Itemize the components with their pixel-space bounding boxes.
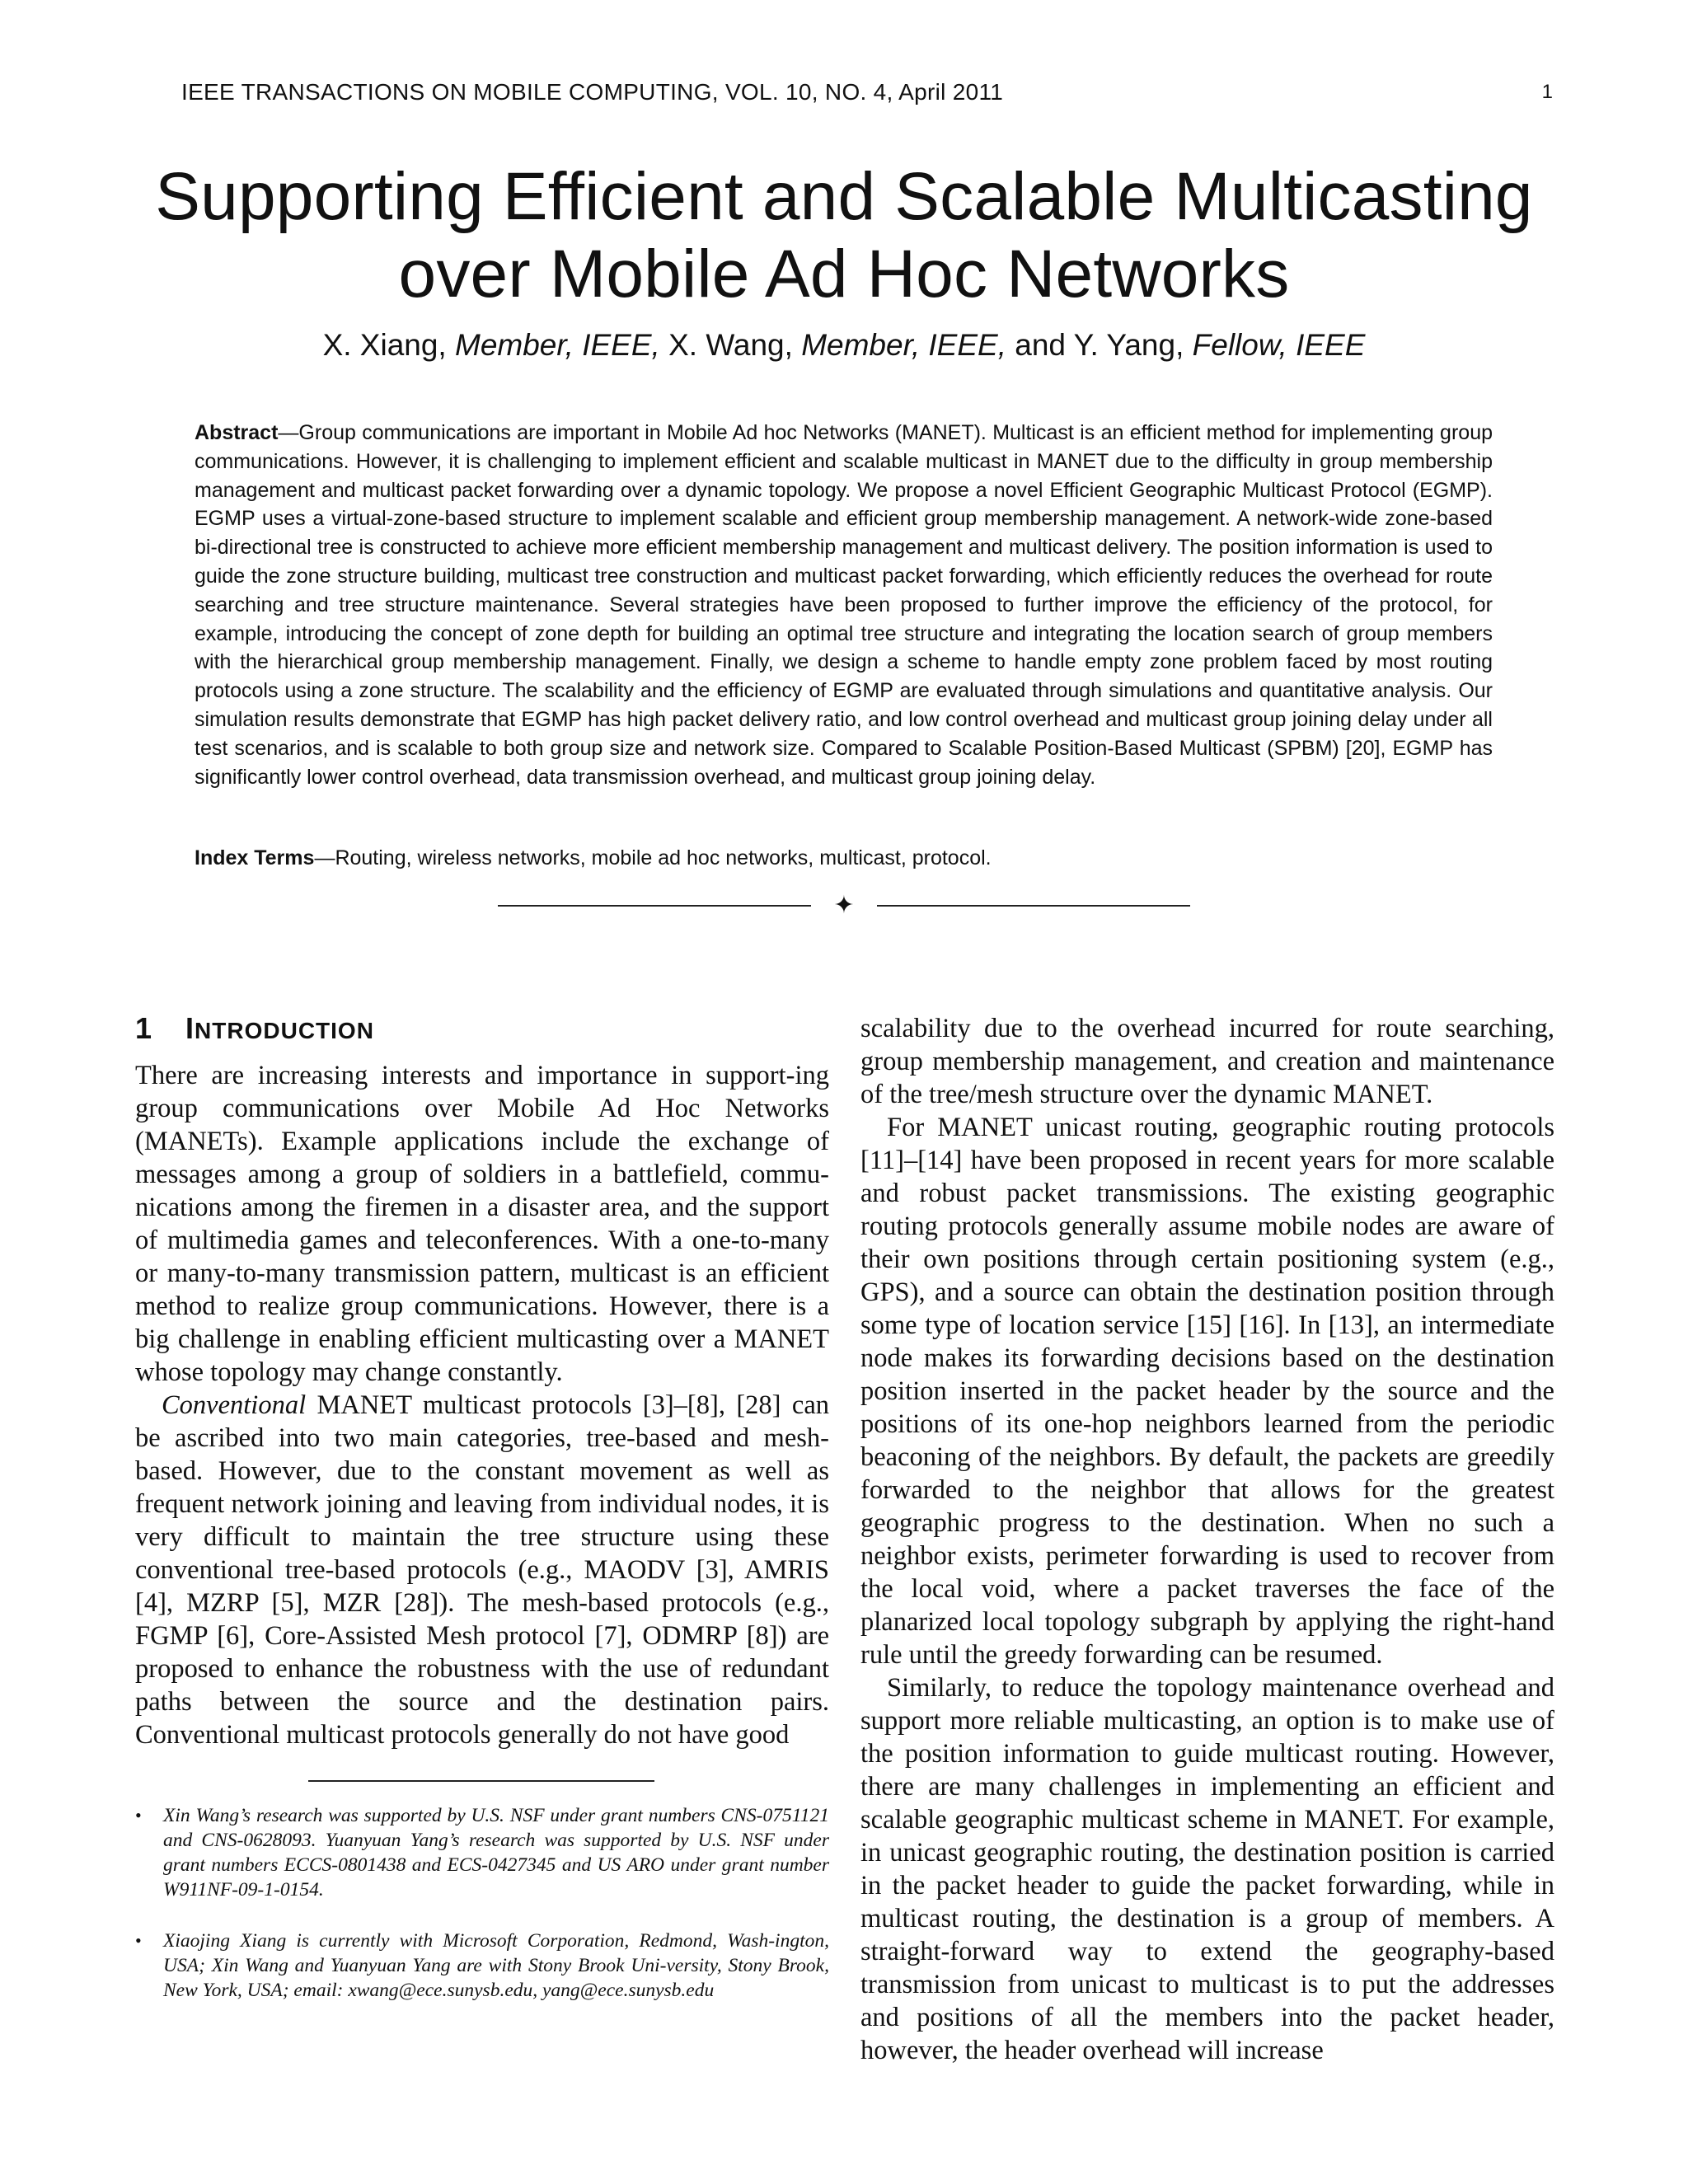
author-affiliation: Member, IEEE,	[455, 328, 660, 362]
title-line-1: Supporting Efficient and Scalable Multicasting	[155, 159, 1533, 234]
separator-diamond-icon: ✦	[833, 892, 855, 919]
page-number: 1	[1541, 81, 1553, 103]
section-separator	[498, 889, 1190, 922]
author-affiliation: Fellow, IEEE	[1192, 328, 1366, 362]
right-column	[860, 1012, 1554, 2067]
section-heading	[135, 1007, 829, 1052]
abstract-label: Abstract	[195, 421, 279, 444]
paragraph-text: MANET multicast protocols [3]–[8], [28] can be ascribed into two main categories, tree-based and mesh-based. However, due to the constant movement as well as frequent network joining and leaving from individual nodes, it is very difficult to maintain the tree structure using these conventional tree-based protocols (e.g., MAODV [3], AMRIS [4], MZRP [5], MZR [28]). The mesh-based protocols (e.g., FGMP [6], Core-Assisted Mesh protocol [7], ODMRP [8]) are proposed to enhance the robustness with the use of redundant paths between the source and the destination pairs. Conventional multicast protocols generally do not have good	[135, 1390, 829, 1750]
body-paragraph: Similarly, to reduce the topology maintenance overhead and support more reliable multicasting, an option is to make use of the position information to guide multicast routing. However, there are many challenges in implementing an efficient and scalable geographic multicast scheme in MANET. For example, in unicast geographic routing, the destination position is carried in the packet header to guide the packet forwarding, while in multicast routing, the destination is a group of members. A straight-forward way to extend the geography-based transmission from unicast to multicast is to put the addresses and positions of all the members into the packet header, however, the header overhead will increase	[860, 1673, 1554, 2065]
title-line-2: over Mobile Ad Hoc Networks	[398, 237, 1290, 312]
author-name: Y. Yang,	[1073, 328, 1193, 362]
paper-title	[0, 158, 1688, 313]
body-paragraph: scalability due to the overhead incurred for route searching, group membership management, and creation and maintenance of the tree/mesh structure over the dynamic MANET.	[860, 1014, 1554, 1109]
section-number: 1	[135, 1011, 153, 1045]
index-terms	[195, 846, 992, 870]
footnote-text: Xiaojing Xiang is currently with Microsoft Corporation, Redmond, Wash-ington, USA; Xin Wang and Yuanyuan Yang are with Stony Brook Uni-versity, Stony Brook, New York, USA; email: xwang@ece.sunysb.edu, yang@ece.sunysb.edu	[163, 1930, 829, 2001]
footnote	[135, 1929, 829, 2003]
section-title-initial: I	[185, 1011, 195, 1045]
body-paragraph: For MANET unicast routing, geographic routing protocols [11]–[14] have been proposed in recent years for more scalable and robust packet transmissions. The existing geographic routing protocols generally assume mobile nodes are aware of their own positions through certain positioning system (e.g., GPS), and a source can obtain the destination position through some type of location service [15] [16]. In [13], an intermediate node makes its forwarding decisions based on the destination position inserted in the packet header by the source and the positions of its one-hop neighbors learned from the periodic beaconing of the neighbors. By default, the packets are greedily forwarded to the neighbor that allows for the greatest geographic progress to the destination. When no such a neighbor exists, perimeter forwarding is used to recover from the local void, where a packet traverses the face of the planarized local topology subgraph by applying the right-hand rule until the greedy forwarding can be resumed.	[860, 1113, 1554, 1670]
separator-rule-left	[498, 905, 811, 907]
author-affiliation: Member, IEEE,	[801, 328, 1006, 362]
author-separator: and	[1006, 328, 1074, 362]
footnote	[135, 1803, 829, 1902]
footnote-rule	[308, 1780, 654, 1782]
left-column	[135, 1007, 829, 1751]
author-list	[0, 328, 1688, 363]
footnote-bullet-icon: •	[135, 1930, 142, 1951]
author-separator	[660, 328, 668, 362]
index-terms-text: —Routing, wireless networks, mobile ad hoc networks, multicast, protocol.	[314, 846, 992, 869]
emphasis-text: Conventional	[162, 1390, 307, 1420]
index-terms-label: Index Terms	[195, 846, 315, 869]
separator-rule-right	[877, 905, 1190, 907]
abstract	[195, 419, 1493, 791]
footnote-bullet-icon: •	[135, 1805, 142, 1825]
footnote-text: Xin Wang’s research was supported by U.S. NSF under grant numbers CNS-0751121 and CNS-0628093. Yuanyuan Yang’s research was supported by U.S. NSF under grant numbers ECCS-0801438 and ECS-0427345 and US ARO under grant number W911NF-09-1-0154.	[163, 1805, 829, 1900]
body-paragraph: There are increasing interests and importance in support-ing group communications over Mobile Ad Hoc Networks (MANETs). Example applications include the exchange of messages among a group of soldiers in a battlefield, commu-nications among the firemen in a disaster area, and the support of multimedia games and teleconferences. With a one-to-many or many-to-many transmission pattern, multicast is an efficient method to realize group communications. However, there is a big challenge in enabling efficient multicasting over a MANET whose topology may change constantly.	[135, 1061, 829, 1387]
author-name: X. Xiang,	[322, 328, 455, 362]
abstract-text: —Group communications are important in Mobile Ad hoc Networks (MANET). Multicast is an efficient method for implementing group communications. However, it is challenging to implement efficient and scalable multicast in MANET due to the difficulty in group membership management and multicast packet forwarding over a dynamic topology. We propose a novel Efficient Geographic Multicast Protocol (EGMP). EGMP uses a virtual-zone-based structure to implement scalable and efficient group membership management. A network-wide zone-based bi-directional tree is constructed to achieve more efficient membership management and multicast delivery. The position information is used to guide the zone structure building, multicast tree construction and multicast packet forwarding, which efficiently reduces the overhead for route searching and tree structure maintenance. Several strategies have been proposed to further improve the efficiency of the protocol, for example, introducing the concept of zone depth for building an optimal tree structure and integrating the location search of group members with the hierarchical group membership management. Finally, we design a scheme to handle empty zone problem faced by most routing protocols using a zone structure. The scalability and the efficiency of EGMP are evaluated through simulations and quantitative analysis. Our simulation results demonstrate that EGMP has high packet delivery ratio, and low control overhead and multicast group joining delay under all test scenarios, and is scalable to both group size and network size. Compared to Scalable Position-Based Multicast (SPBM) [20], EGMP has significantly lower control overhead, data transmission overhead, and multicast group joining delay.	[195, 421, 1493, 789]
running-header: IEEE TRANSACTIONS ON MOBILE COMPUTING, VOL. 10, NO. 4, April 2011	[181, 79, 1004, 105]
section-title-rest: NTRODUCTION	[195, 1018, 374, 1043]
author-name: X. Wang,	[668, 328, 802, 362]
body-paragraph	[135, 1389, 829, 1751]
